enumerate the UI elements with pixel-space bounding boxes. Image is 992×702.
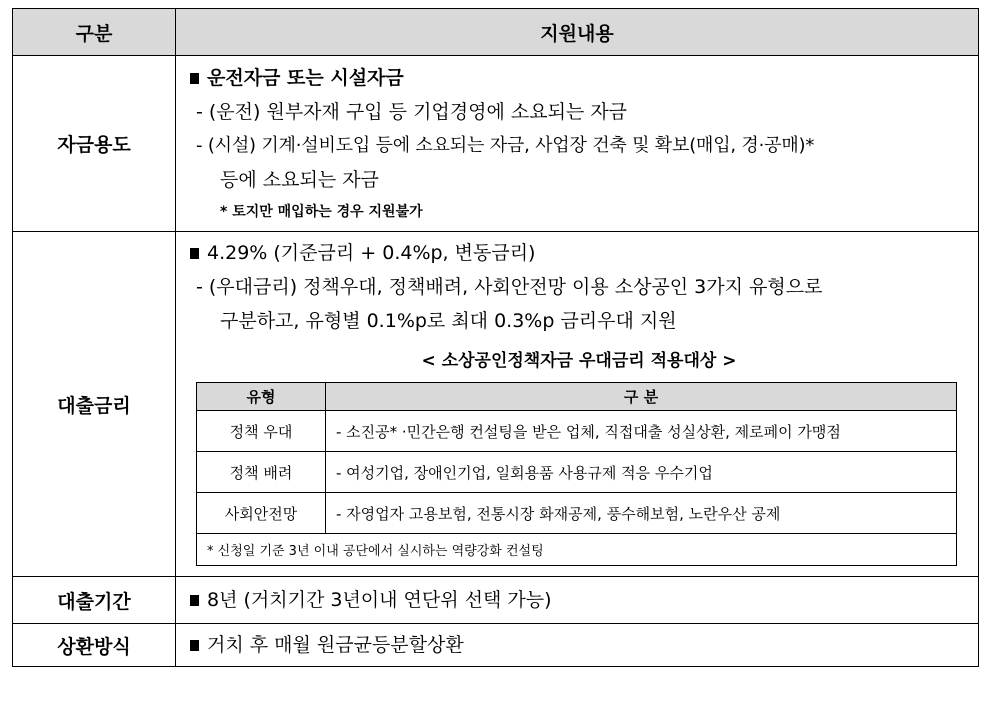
rate-table-caption: < 소상공인정책자금 우대금리 적용대상 >: [421, 351, 737, 371]
repay-label: 상환방식: [13, 624, 176, 667]
preferential-rate-table: [196, 382, 957, 566]
square-bullet-icon: [190, 248, 199, 259]
table-row: [197, 411, 957, 452]
rate-line-1: - (우대금리) 정책우대, 정책배려, 사회안전망 이용 소상공인 3가지 유형으로: [196, 276, 823, 298]
inner-footnote: * 신청일 기준 3년 이내 공단에서 실시하는 역량강화 컨설팅: [197, 534, 957, 566]
row-type: 정책 배려: [197, 452, 326, 493]
inner-header-row: [197, 383, 957, 411]
row-type: 사회안전망: [197, 493, 326, 534]
period-label: 대출기간: [13, 577, 176, 624]
rate-row: [13, 232, 979, 577]
period-text: [190, 583, 968, 617]
repay-text: [190, 628, 968, 662]
row-desc: - 여성기업, 장애인기업, 일회용품 사용규제 적응 우수기업: [326, 452, 957, 493]
header-content: 지원내용: [176, 9, 979, 56]
inner-header-desc: 구 분: [326, 383, 957, 411]
square-bullet-icon: [190, 595, 199, 606]
row-desc: - 자영업자 고용보험, 전통시장 화재공제, 풍수해보험, 노란우산 공제: [326, 493, 957, 534]
rate-line-2: 구분하고, 유형별 0.1%p로 최대 0.3%p 금리우대 지원: [220, 310, 677, 332]
rate-title: [190, 232, 968, 270]
repay-row: [13, 624, 979, 667]
row-desc: - 소진공* ·민간은행 컨설팅을 받은 업체, 직접대출 성실상환, 제로페이 가맹점: [326, 411, 957, 452]
header-row: [13, 9, 979, 56]
inner-header-type: 유형: [197, 383, 326, 411]
square-bullet-icon: [190, 73, 199, 84]
usage-row: [13, 56, 979, 232]
period-content: [176, 577, 979, 624]
usage-title-text: 운전자금 또는 시설자금: [207, 66, 404, 89]
row-type: 정책 우대: [197, 411, 326, 452]
usage-note: * 토지만 매입하는 경우 지원불가: [220, 203, 423, 220]
table-row: [197, 493, 957, 534]
table-row: [197, 452, 957, 493]
rate-title-text: 4.29% (기준금리 + 0.4%p, 변동금리): [207, 242, 536, 264]
usage-line-2: - (시설) 기계·설비도입 등에 소요되는 자금, 사업장 건축 및 확보(매입, 경·공매)*: [196, 134, 815, 156]
usage-title: [190, 61, 968, 95]
footnote-row: [197, 534, 957, 566]
repay-content: [176, 624, 979, 667]
repay-text-value: 거치 후 매월 원금균등분할상환: [207, 634, 464, 656]
period-row: [13, 577, 979, 624]
rate-label: 대출금리: [13, 232, 176, 577]
square-bullet-icon: [190, 640, 199, 651]
usage-content: [176, 56, 979, 232]
usage-line-3: 등에 소요되는 자금: [220, 168, 379, 191]
header-category: 구분: [13, 9, 176, 56]
loan-info-table: [12, 8, 979, 667]
rate-content: [176, 232, 979, 577]
usage-label: 자금용도: [13, 56, 176, 232]
usage-line-1: - (운전) 원부자재 구입 등 기업경영에 소요되는 자금: [196, 100, 628, 123]
period-text-value: 8년 (거치기간 3년이내 연단위 선택 가능): [207, 589, 552, 611]
